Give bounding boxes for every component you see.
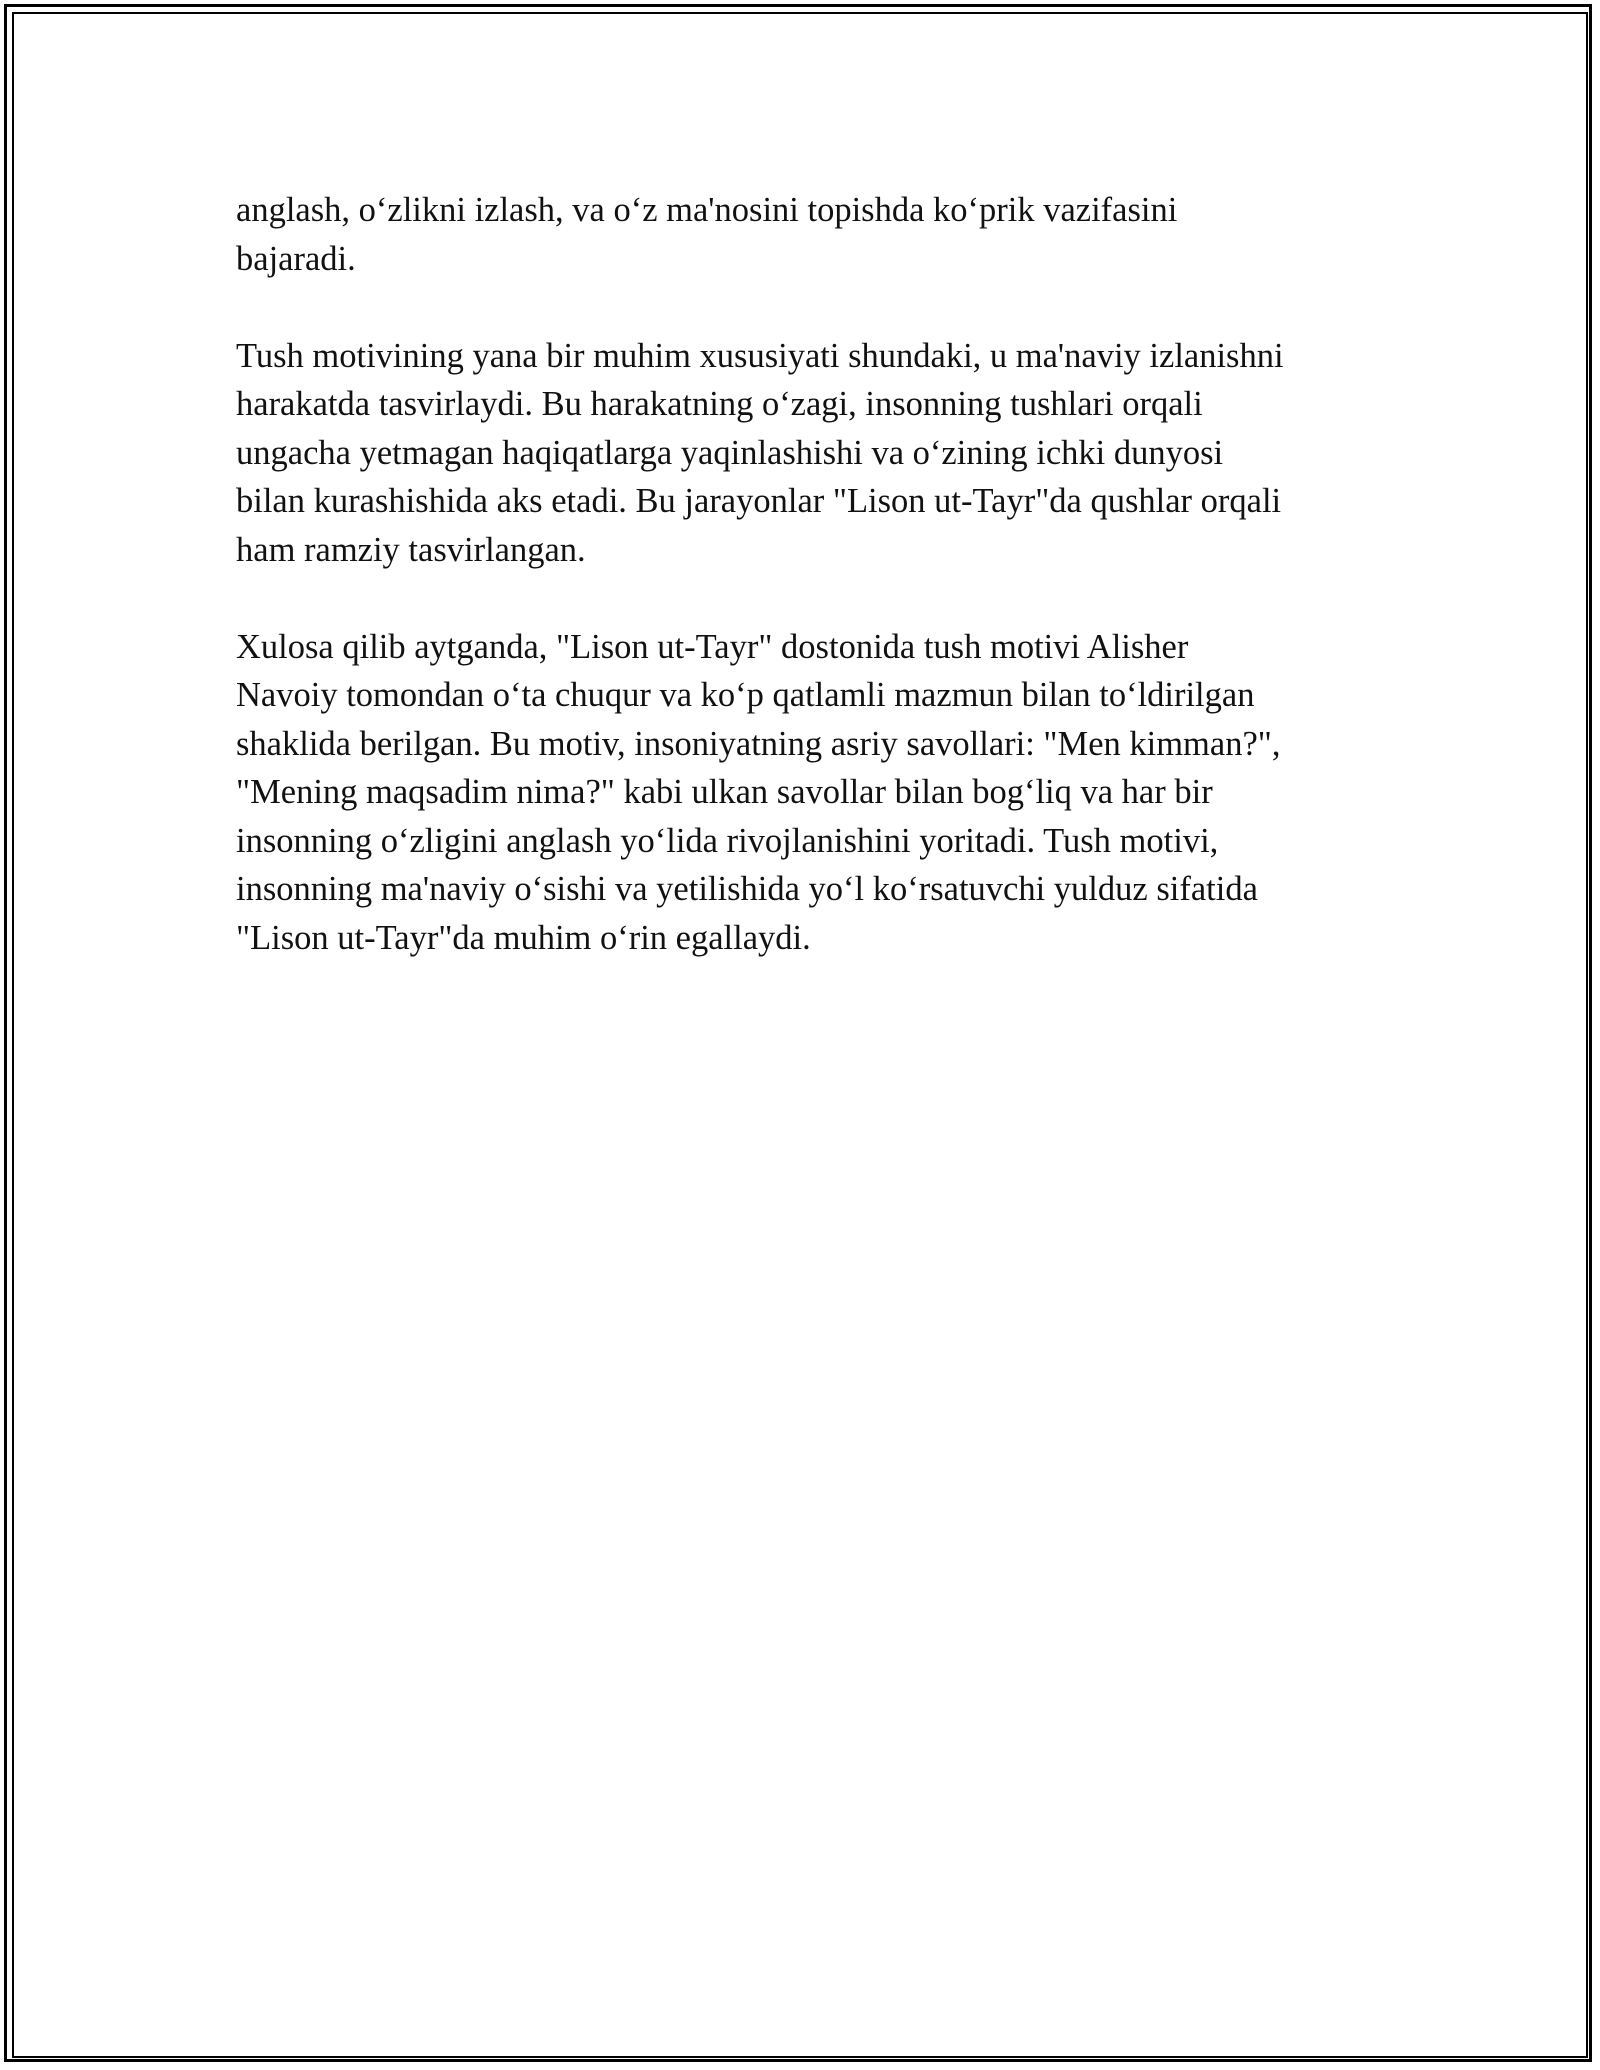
- document-body: [236, 186, 1366, 1011]
- paragraph-line: Navoiy tomondan o‘ta chuqur va ko‘p qatlamli mazmun bilan to‘ldirilgan: [236, 676, 1255, 714]
- paragraph-line: harakatda tasvirlaydi. Bu harakatning o‘zagi, insonning tushlari orqali: [236, 385, 1203, 423]
- paragraph-line: bajaradi.: [236, 239, 356, 278]
- paragraph-line: Tush motivining yana bir muhim xususiyati shundaki, u ma'naviy izlanishni: [236, 336, 1284, 375]
- paragraph-line: bilan kurashishida aks etadi. Bu jarayonlar "Lison ut-Tayr"da qushlar orqali: [236, 482, 1282, 520]
- paragraph-3: [236, 623, 1366, 963]
- paragraph-line: ham ramziy tasvirlangan.: [236, 530, 586, 569]
- paragraph-line: "Lison ut-Tayr"da muhim o‘rin egallaydi.: [236, 918, 811, 957]
- paragraph-1: [236, 186, 1366, 283]
- paragraph-line: anglash, o‘zlikni izlash, va o‘z ma'nosini topishda ko‘prik vazifasini: [236, 191, 1178, 229]
- paragraph-line: Xulosa qilib aytganda, "Lison ut-Tayr" dostonida tush motivi Alisher: [236, 627, 1189, 666]
- paragraph-2: [236, 332, 1366, 575]
- paragraph-line: insonning ma'naviy o‘sishi va yetilishida yo‘l ko‘rsatuvchi yulduz sifatida: [236, 870, 1258, 908]
- paragraph-line: insonning o‘zligini anglash yo‘lida rivojlanishini yoritadi. Tush motivi,: [236, 821, 1219, 860]
- paragraph-line: shaklida berilgan. Bu motiv, insoniyatning asriy savollari: "Men kimman?",: [236, 724, 1281, 763]
- paragraph-line: ungacha yetmagan haqiqatlarga yaqinlashishi va o‘zining ichki dunyosi: [236, 433, 1224, 472]
- paragraph-line: "Mening maqsadim nima?" kabi ulkan savollar bilan bog‘liq va har bir: [236, 773, 1213, 811]
